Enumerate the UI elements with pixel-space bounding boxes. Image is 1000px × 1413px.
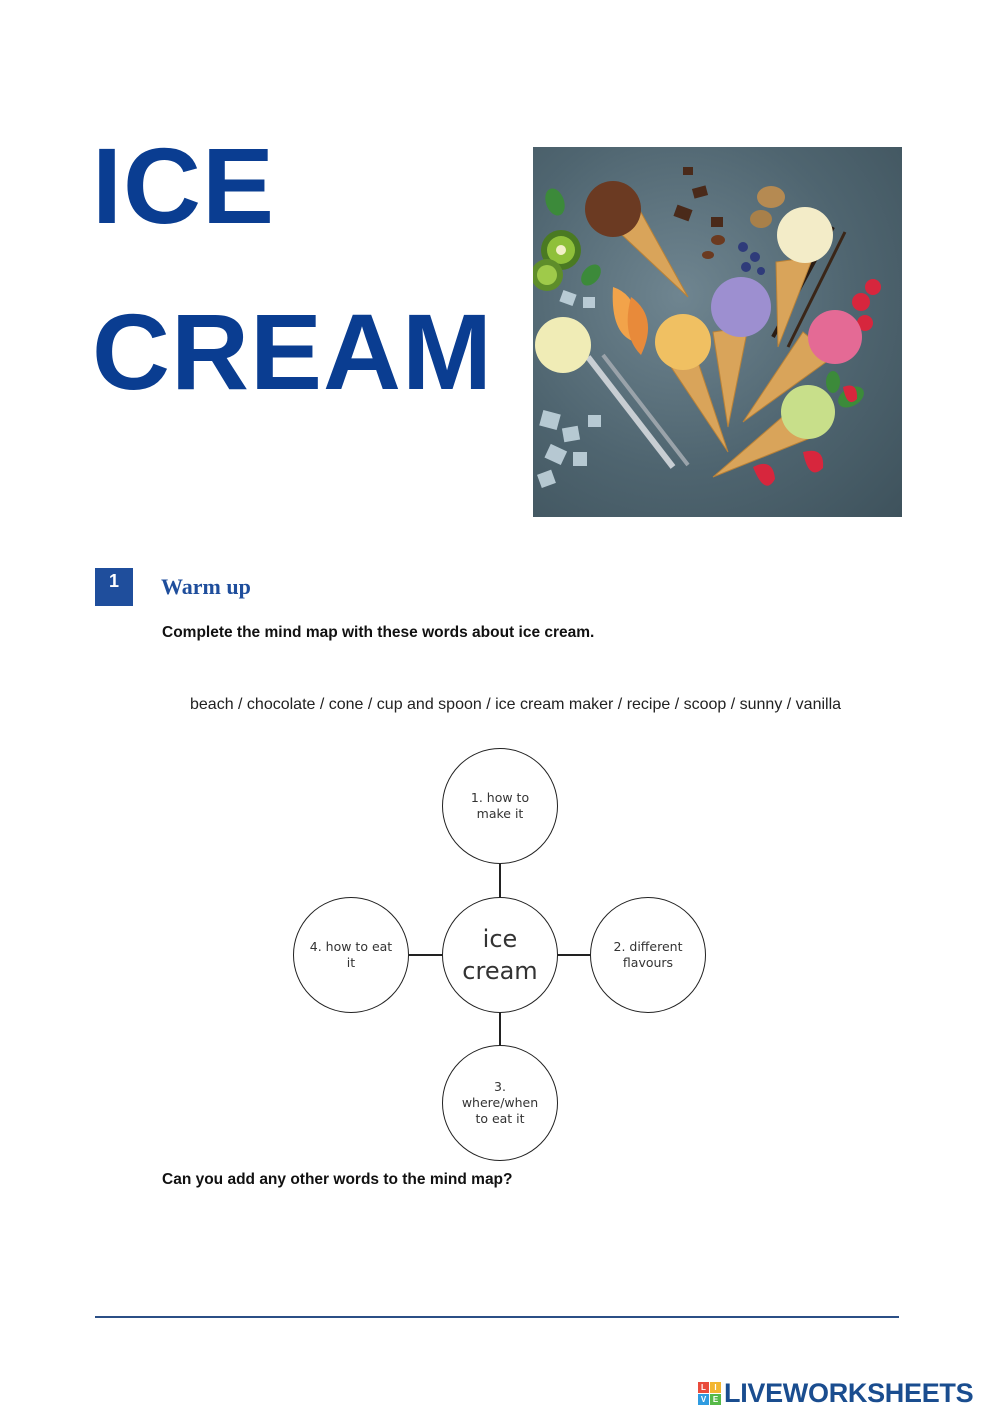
logo-letter-i: I xyxy=(710,1382,721,1393)
section-title: Warm up xyxy=(161,574,251,599)
liveworksheets-logo-icon xyxy=(698,1382,721,1405)
connector-bottom xyxy=(499,1012,501,1046)
node-bottom-line2: where/when xyxy=(461,1095,539,1110)
ice-cream-photo xyxy=(533,147,902,517)
title-line-1: ICE xyxy=(92,125,276,246)
word-bank: beach / chocolate / cone / cup and spoon / ice cream maker / recipe / scoop / sunny / vanilla xyxy=(190,696,842,713)
liveworksheets-brand xyxy=(698,1377,973,1409)
mind-map-node-top xyxy=(442,748,558,864)
mind-map xyxy=(280,740,720,1170)
footer-divider xyxy=(95,1316,899,1318)
node-left-line1: 4. how to eat xyxy=(309,939,393,954)
mind-map-node-left xyxy=(293,897,409,1013)
node-left-line2: it xyxy=(346,955,356,970)
node-bottom-line1: 3. xyxy=(494,1079,506,1094)
node-right-line1: 2. different xyxy=(613,939,683,954)
logo-letter-v: V xyxy=(698,1394,709,1405)
node-center-line2: cream xyxy=(462,957,538,985)
ice-cream-illustration xyxy=(533,147,902,517)
connector-top xyxy=(499,864,501,898)
instruction-complete: Complete the mind map with these words about ice cream. xyxy=(162,624,595,641)
node-center-line1: ice xyxy=(482,925,518,953)
node-top-line2: make it xyxy=(476,806,524,821)
node-bottom-line3: to eat it xyxy=(475,1111,525,1126)
instruction-add-more: Can you add any other words to the mind map? xyxy=(162,1171,513,1188)
section-number-badge: 1 xyxy=(95,568,133,606)
node-top-line1: 1. how to xyxy=(470,790,530,805)
title-line-2: CREAM xyxy=(92,291,493,412)
mind-map-node-right xyxy=(590,897,706,1013)
connector-right xyxy=(557,954,591,956)
logo-letter-e: E xyxy=(710,1394,721,1405)
logo-letter-l: L xyxy=(698,1382,709,1393)
mind-map-node-center xyxy=(442,897,558,1013)
node-right-line2: flavours xyxy=(622,955,674,970)
liveworksheets-wordmark: LIVEWORKSHEETS xyxy=(724,1377,974,1408)
mind-map-node-bottom xyxy=(442,1045,558,1161)
connector-left xyxy=(409,954,443,956)
